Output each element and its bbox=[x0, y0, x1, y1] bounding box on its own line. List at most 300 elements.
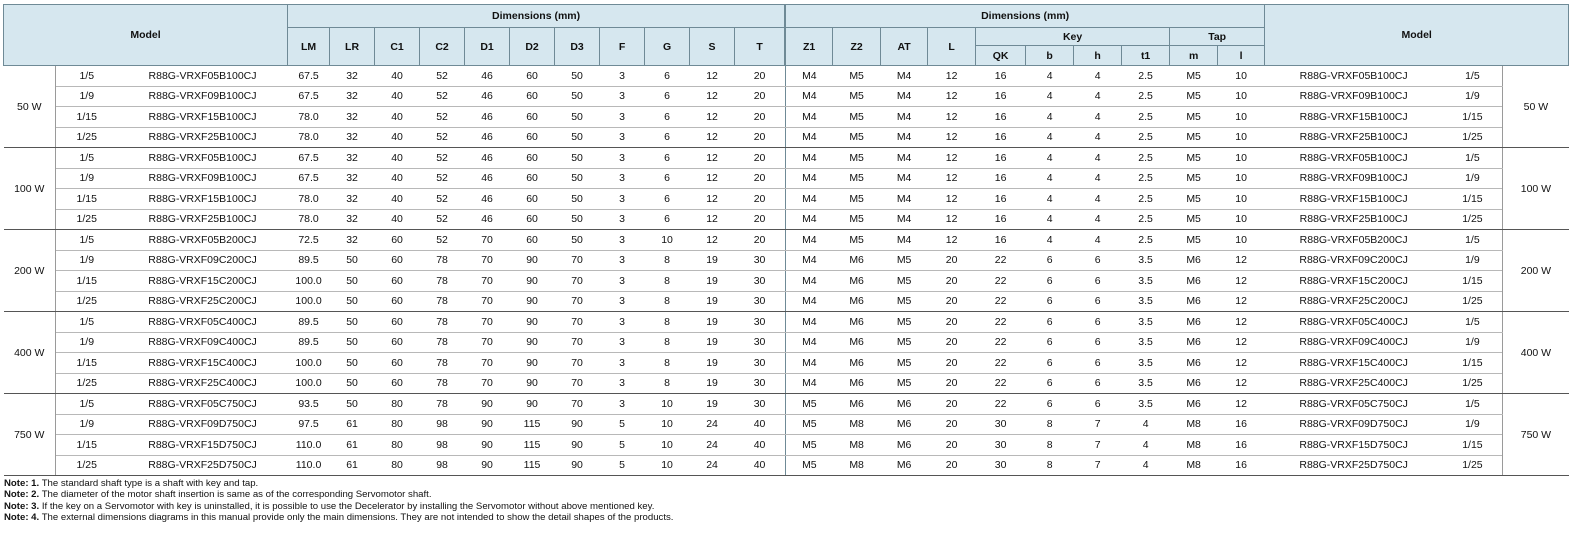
dimension-cell: 19 bbox=[690, 394, 735, 415]
dimension-cell: M4 bbox=[786, 373, 833, 394]
dimension-cell: 4 bbox=[1026, 209, 1074, 230]
dimension-cell: 50 bbox=[555, 189, 600, 210]
dimension-cell: M6 bbox=[1170, 250, 1218, 271]
table-row bbox=[4, 271, 785, 292]
dimension-cell: 30 bbox=[735, 373, 785, 394]
dimension-cell: 61 bbox=[330, 414, 375, 435]
dimension-cell: 2.5 bbox=[1122, 189, 1170, 210]
ratio-cell: 1/15 bbox=[56, 271, 118, 292]
table-row bbox=[786, 312, 1569, 333]
ratio-cell: 1/9 bbox=[1443, 86, 1503, 107]
dimension-cell: 8 bbox=[645, 373, 690, 394]
dimension-cell: 12 bbox=[1218, 250, 1265, 271]
dimension-cell: 10 bbox=[1218, 209, 1265, 230]
dimension-cell: 90 bbox=[510, 250, 555, 271]
dimension-cell: 4 bbox=[1026, 86, 1074, 107]
ratio-cell: 1/25 bbox=[56, 127, 118, 148]
table-row bbox=[786, 414, 1569, 435]
dimension-cell: M5 bbox=[833, 66, 881, 87]
dimension-cell: 52 bbox=[420, 168, 465, 189]
col-m: m bbox=[1170, 46, 1218, 66]
dimension-cell: 20 bbox=[928, 414, 976, 435]
dimension-cell: 67.5 bbox=[288, 86, 330, 107]
ratio-cell: 1/5 bbox=[1443, 312, 1503, 333]
dimension-cell: M5 bbox=[881, 373, 928, 394]
dimension-cell: M6 bbox=[1170, 332, 1218, 353]
dimension-cell: 70 bbox=[465, 291, 510, 312]
dimension-cell: 16 bbox=[1218, 414, 1265, 435]
dimension-cell: 90 bbox=[510, 291, 555, 312]
model-cell: R88G-VRXF15C200CJ bbox=[118, 271, 288, 292]
power-rating: 100 W bbox=[1503, 148, 1569, 230]
dimension-cell: M5 bbox=[833, 107, 881, 128]
dimension-cell: 6 bbox=[645, 127, 690, 148]
dimension-cell: M5 bbox=[1170, 66, 1218, 87]
power-rating: 400 W bbox=[4, 312, 56, 394]
dimension-cell: 12 bbox=[690, 127, 735, 148]
table-row bbox=[4, 373, 785, 394]
dimension-cell: M5 bbox=[833, 168, 881, 189]
dimension-cell: M5 bbox=[833, 86, 881, 107]
dimension-cell: 70 bbox=[465, 353, 510, 374]
dimension-cell: 78.0 bbox=[288, 127, 330, 148]
dimension-cell: M4 bbox=[786, 107, 833, 128]
dimension-cell: M5 bbox=[881, 312, 928, 333]
dimension-cell: 3 bbox=[600, 332, 645, 353]
dimension-cell: 10 bbox=[645, 394, 690, 415]
dimension-cell: M5 bbox=[786, 414, 833, 435]
dimension-cell: 32 bbox=[330, 107, 375, 128]
dimension-cell: 20 bbox=[928, 312, 976, 333]
dimension-cell: 52 bbox=[420, 86, 465, 107]
table-row bbox=[786, 209, 1569, 230]
dimension-cell: 90 bbox=[465, 455, 510, 476]
dimension-cell: 3 bbox=[600, 230, 645, 251]
dimension-cell: 60 bbox=[375, 373, 420, 394]
dimension-cell: 60 bbox=[375, 291, 420, 312]
dimension-cell: 50 bbox=[330, 291, 375, 312]
col-g: G bbox=[645, 28, 690, 66]
dimension-cell: M5 bbox=[881, 271, 928, 292]
model-cell: R88G-VRXF05B200CJ bbox=[118, 230, 288, 251]
dimension-cell: 12 bbox=[1218, 394, 1265, 415]
dimension-cell: 60 bbox=[375, 312, 420, 333]
dimension-cell: 50 bbox=[330, 312, 375, 333]
dimension-cell: M5 bbox=[1170, 148, 1218, 169]
dimension-cell: 7 bbox=[1074, 435, 1122, 456]
dimension-cell: M6 bbox=[833, 312, 881, 333]
dimension-cell: 3.5 bbox=[1122, 353, 1170, 374]
note-1: Note: 1. The standard shaft type is a shaft with key and tap. bbox=[4, 478, 259, 489]
table-row bbox=[4, 394, 785, 415]
dimension-cell: 3 bbox=[600, 312, 645, 333]
model-cell: R88G-VRXF05B100CJ bbox=[118, 66, 288, 87]
dimension-cell: 3 bbox=[600, 168, 645, 189]
dimension-cell: 115 bbox=[510, 414, 555, 435]
dimension-cell: 8 bbox=[645, 291, 690, 312]
dimension-cell: 20 bbox=[928, 271, 976, 292]
dimension-cell: 80 bbox=[375, 394, 420, 415]
dimension-cell: 2.5 bbox=[1122, 107, 1170, 128]
ratio-cell: 1/25 bbox=[56, 455, 118, 476]
dimension-cell: 40 bbox=[375, 209, 420, 230]
model-cell: R88G-VRXF15C200CJ bbox=[1265, 271, 1443, 292]
dimension-cell: M4 bbox=[786, 312, 833, 333]
dimension-cell: M6 bbox=[833, 271, 881, 292]
dimension-cell: 60 bbox=[375, 353, 420, 374]
dimension-cell: 78.0 bbox=[288, 189, 330, 210]
dimension-cell: 67.5 bbox=[288, 168, 330, 189]
dimension-cell: M6 bbox=[1170, 291, 1218, 312]
dimension-cell: M5 bbox=[881, 250, 928, 271]
dimension-cell: 4 bbox=[1026, 66, 1074, 87]
dimension-cell: M4 bbox=[881, 189, 928, 210]
dimension-cell: 4 bbox=[1074, 230, 1122, 251]
dimension-cell: 52 bbox=[420, 230, 465, 251]
dimension-cell: 2.5 bbox=[1122, 148, 1170, 169]
table-row bbox=[4, 230, 785, 251]
dimension-cell: 3 bbox=[600, 250, 645, 271]
dimension-cell: 32 bbox=[330, 209, 375, 230]
table-row bbox=[4, 127, 785, 148]
dimension-cell: 80 bbox=[375, 455, 420, 476]
dimension-cell: M8 bbox=[1170, 455, 1218, 476]
dimension-cell: 32 bbox=[330, 230, 375, 251]
dimension-cell: 19 bbox=[690, 373, 735, 394]
model-cell: R88G-VRXF09D750CJ bbox=[1265, 414, 1443, 435]
note-4: Note: 4. The external dimensions diagrams in this manual provide only the main dimensions. They are not intended to show the detail shapes of the products. bbox=[4, 512, 674, 524]
dimension-cell: 6 bbox=[1026, 332, 1074, 353]
dimension-cell: M4 bbox=[881, 86, 928, 107]
dimension-cell: 24 bbox=[690, 414, 735, 435]
dimension-cell: 70 bbox=[555, 332, 600, 353]
col-tap-l: l bbox=[1218, 46, 1265, 66]
dimension-cell: M6 bbox=[833, 373, 881, 394]
dimension-cell: 12 bbox=[1218, 332, 1265, 353]
dimension-cell: 5 bbox=[600, 435, 645, 456]
dimension-cell: M4 bbox=[786, 271, 833, 292]
col-s: S bbox=[690, 28, 735, 66]
dimension-cell: 3.5 bbox=[1122, 250, 1170, 271]
col-d2: D2 bbox=[510, 28, 555, 66]
dimension-cell: 24 bbox=[690, 435, 735, 456]
dimension-cell: 90 bbox=[465, 394, 510, 415]
dimension-cell: 4 bbox=[1026, 230, 1074, 251]
model-cell: R88G-VRXF05B100CJ bbox=[118, 148, 288, 169]
dimension-cell: 19 bbox=[690, 353, 735, 374]
dimension-cell: 50 bbox=[330, 394, 375, 415]
dimension-cell: 50 bbox=[555, 168, 600, 189]
dimension-cell: 24 bbox=[690, 455, 735, 476]
dimension-cell: 30 bbox=[735, 312, 785, 333]
dimension-cell: 10 bbox=[1218, 148, 1265, 169]
dimension-cell: 32 bbox=[330, 168, 375, 189]
dimension-cell: 3.5 bbox=[1122, 373, 1170, 394]
model-cell: R88G-VRXF05B100CJ bbox=[1265, 66, 1443, 87]
dimension-cell: 70 bbox=[465, 250, 510, 271]
model-cell: R88G-VRXF09B100CJ bbox=[1265, 168, 1443, 189]
dimension-cell: M4 bbox=[881, 66, 928, 87]
dimension-cell: 60 bbox=[510, 127, 555, 148]
dimension-cell: 6 bbox=[645, 66, 690, 87]
model-cell: R88G-VRXF09D750CJ bbox=[118, 414, 288, 435]
col-l: L bbox=[928, 28, 976, 66]
table-row bbox=[786, 271, 1569, 292]
dimension-cell: 22 bbox=[976, 332, 1026, 353]
ratio-cell: 1/5 bbox=[56, 148, 118, 169]
dimension-cell: 6 bbox=[1026, 373, 1074, 394]
dimension-cell: M8 bbox=[833, 455, 881, 476]
ratio-cell: 1/15 bbox=[1443, 435, 1503, 456]
table-row bbox=[4, 86, 785, 107]
dimension-cell: 70 bbox=[555, 394, 600, 415]
dimension-cell: 72.5 bbox=[288, 230, 330, 251]
dimension-cell: 40 bbox=[375, 107, 420, 128]
dimension-cell: 50 bbox=[330, 332, 375, 353]
dimension-cell: 4 bbox=[1074, 168, 1122, 189]
dimension-cell: M4 bbox=[881, 209, 928, 230]
dimension-cell: M4 bbox=[786, 168, 833, 189]
ratio-cell: 1/25 bbox=[1443, 455, 1503, 476]
col-c2: C2 bbox=[420, 28, 465, 66]
dimension-cell: 6 bbox=[1026, 250, 1074, 271]
dimension-cell: 16 bbox=[976, 209, 1026, 230]
power-rating: 750 W bbox=[1503, 394, 1569, 476]
dimension-cell: 60 bbox=[510, 107, 555, 128]
dimension-cell: 16 bbox=[1218, 455, 1265, 476]
dimension-cell: 67.5 bbox=[288, 66, 330, 87]
dimension-cell: M5 bbox=[1170, 189, 1218, 210]
right-table-body bbox=[786, 66, 1569, 476]
ratio-cell: 1/15 bbox=[1443, 353, 1503, 374]
dimension-cell: 4 bbox=[1026, 127, 1074, 148]
dimension-cell: 46 bbox=[465, 127, 510, 148]
dimension-cell: 78 bbox=[420, 312, 465, 333]
dimension-cell: 115 bbox=[510, 435, 555, 456]
model-cell: R88G-VRXF25B100CJ bbox=[118, 209, 288, 230]
dimension-cell: 4 bbox=[1122, 414, 1170, 435]
table-row bbox=[4, 312, 785, 333]
model-cell: R88G-VRXF09C200CJ bbox=[1265, 250, 1443, 271]
table-row bbox=[786, 66, 1569, 87]
dimension-cell: M5 bbox=[833, 127, 881, 148]
dimension-cell: 6 bbox=[1074, 394, 1122, 415]
dimension-cell: 100.0 bbox=[288, 353, 330, 374]
dimension-cell: 8 bbox=[645, 332, 690, 353]
ratio-cell: 1/9 bbox=[56, 414, 118, 435]
table-row bbox=[786, 189, 1569, 210]
ratio-cell: 1/15 bbox=[1443, 189, 1503, 210]
dimension-cell: M4 bbox=[881, 127, 928, 148]
dimension-cell: M4 bbox=[786, 250, 833, 271]
dimension-cell: 70 bbox=[465, 332, 510, 353]
dimension-cell: M5 bbox=[786, 394, 833, 415]
dimension-cell: M5 bbox=[833, 189, 881, 210]
dimension-cell: 16 bbox=[976, 86, 1026, 107]
dimension-cell: 93.5 bbox=[288, 394, 330, 415]
dimension-cell: 46 bbox=[465, 86, 510, 107]
ratio-cell: 1/9 bbox=[1443, 414, 1503, 435]
dimension-cell: 90 bbox=[465, 435, 510, 456]
power-rating: 50 W bbox=[4, 66, 56, 148]
note-2: Note: 2. The diameter of the motor shaft insertion is same as of the corresponding Servomotor shaft. bbox=[4, 489, 432, 501]
dimension-cell: 8 bbox=[645, 250, 690, 271]
model-header-right: Model bbox=[1265, 5, 1569, 66]
dimension-cell: 5 bbox=[600, 414, 645, 435]
dimension-cell: 3.5 bbox=[1122, 394, 1170, 415]
ratio-cell: 1/5 bbox=[1443, 230, 1503, 251]
model-cell: R88G-VRXF25B100CJ bbox=[1265, 209, 1443, 230]
ratio-cell: 1/25 bbox=[1443, 291, 1503, 312]
col-c1: C1 bbox=[375, 28, 420, 66]
col-lr: LR bbox=[330, 28, 375, 66]
dimension-cell: 61 bbox=[330, 455, 375, 476]
dimension-cell: 78.0 bbox=[288, 107, 330, 128]
dimension-cell: 16 bbox=[976, 66, 1026, 87]
dimension-cell: 40 bbox=[375, 66, 420, 87]
dimension-cell: 40 bbox=[375, 86, 420, 107]
dimension-cell: M6 bbox=[833, 291, 881, 312]
dimension-cell: 3 bbox=[600, 66, 645, 87]
dimension-cell: 20 bbox=[735, 230, 785, 251]
dimension-cell: 30 bbox=[976, 455, 1026, 476]
model-cell: R88G-VRXF05C750CJ bbox=[118, 394, 288, 415]
ratio-cell: 1/5 bbox=[56, 312, 118, 333]
table-row bbox=[786, 107, 1569, 128]
dimension-cell: 78 bbox=[420, 332, 465, 353]
power-rating: 100 W bbox=[4, 148, 56, 230]
dimension-cell: 8 bbox=[1026, 435, 1074, 456]
dimension-cell: 78 bbox=[420, 291, 465, 312]
dimension-cell: M5 bbox=[1170, 127, 1218, 148]
ratio-cell: 1/9 bbox=[56, 332, 118, 353]
dimension-cell: 110.0 bbox=[288, 435, 330, 456]
dimension-cell: 6 bbox=[1026, 271, 1074, 292]
dimension-cell: 12 bbox=[1218, 271, 1265, 292]
dimension-cell: 6 bbox=[1074, 291, 1122, 312]
table-row bbox=[786, 250, 1569, 271]
ratio-cell: 1/15 bbox=[56, 435, 118, 456]
dimension-cell: M5 bbox=[1170, 168, 1218, 189]
dimension-cell: 46 bbox=[465, 107, 510, 128]
dimension-cell: M6 bbox=[1170, 312, 1218, 333]
table-row bbox=[786, 435, 1569, 456]
dimension-cell: M6 bbox=[833, 353, 881, 374]
dimension-cell: 6 bbox=[1026, 312, 1074, 333]
table-row bbox=[786, 127, 1569, 148]
dimension-cell: 12 bbox=[928, 86, 976, 107]
dimension-cell: 20 bbox=[735, 86, 785, 107]
model-cell: R88G-VRXF15B100CJ bbox=[1265, 189, 1443, 210]
dimension-cell: 90 bbox=[555, 414, 600, 435]
dimension-cell: 4 bbox=[1074, 189, 1122, 210]
model-cell: R88G-VRXF25D750CJ bbox=[1265, 455, 1443, 476]
dimension-cell: 3 bbox=[600, 291, 645, 312]
dimension-cell: 3.5 bbox=[1122, 271, 1170, 292]
table-row bbox=[4, 332, 785, 353]
table-row bbox=[786, 168, 1569, 189]
col-d3: D3 bbox=[555, 28, 600, 66]
dimension-cell: 78 bbox=[420, 250, 465, 271]
col-t1: t1 bbox=[1122, 46, 1170, 66]
table-row bbox=[4, 107, 785, 128]
dimension-cell: 3 bbox=[600, 86, 645, 107]
dimension-cell: 20 bbox=[735, 148, 785, 169]
dimension-cell: 70 bbox=[465, 230, 510, 251]
dimension-cell: 12 bbox=[690, 189, 735, 210]
dimension-cell: 90 bbox=[555, 455, 600, 476]
model-cell: R88G-VRXF09C400CJ bbox=[118, 332, 288, 353]
model-cell: R88G-VRXF05B200CJ bbox=[1265, 230, 1443, 251]
model-cell: R88G-VRXF25C200CJ bbox=[1265, 291, 1443, 312]
table-row bbox=[786, 86, 1569, 107]
dimension-cell: 6 bbox=[645, 148, 690, 169]
dimension-cell: 22 bbox=[976, 250, 1026, 271]
dimension-cell: 2.5 bbox=[1122, 127, 1170, 148]
ratio-cell: 1/25 bbox=[56, 209, 118, 230]
ratio-cell: 1/15 bbox=[1443, 271, 1503, 292]
dimension-cell: 32 bbox=[330, 86, 375, 107]
dimension-cell: 70 bbox=[555, 291, 600, 312]
dimension-cell: M8 bbox=[833, 435, 881, 456]
dimension-cell: 52 bbox=[420, 127, 465, 148]
dimension-cell: 10 bbox=[1218, 107, 1265, 128]
dimension-cell: 7 bbox=[1074, 455, 1122, 476]
dimension-cell: 4 bbox=[1026, 107, 1074, 128]
dimension-cell: M5 bbox=[1170, 86, 1218, 107]
ratio-cell: 1/25 bbox=[56, 291, 118, 312]
dimension-cell: 30 bbox=[976, 435, 1026, 456]
table-row bbox=[786, 230, 1569, 251]
ratio-cell: 1/25 bbox=[1443, 127, 1503, 148]
note-3: Note: 3. If the key on a Servomotor with key is uninstalled, it is possible to use the Decelerator by installing the Servomotor without above mentioned key. bbox=[4, 500, 655, 512]
dimension-cell: 2.5 bbox=[1122, 66, 1170, 87]
dimension-cell: 22 bbox=[976, 291, 1026, 312]
col-z2: Z2 bbox=[833, 28, 881, 66]
dimension-cell: 115 bbox=[510, 455, 555, 476]
dimension-cell: 12 bbox=[690, 148, 735, 169]
dimension-cell: 7 bbox=[1074, 414, 1122, 435]
dimension-cell: 3 bbox=[600, 373, 645, 394]
ratio-cell: 1/9 bbox=[1443, 250, 1503, 271]
dimension-cell: 50 bbox=[555, 66, 600, 87]
dimension-cell: M6 bbox=[881, 455, 928, 476]
model-cell: R88G-VRXF25D750CJ bbox=[118, 455, 288, 476]
dimension-cell: 90 bbox=[465, 414, 510, 435]
dimension-cell: 20 bbox=[928, 332, 976, 353]
dimension-cell: 70 bbox=[555, 353, 600, 374]
dimension-cell: 30 bbox=[735, 250, 785, 271]
dimension-cell: M5 bbox=[786, 435, 833, 456]
ratio-cell: 1/9 bbox=[56, 86, 118, 107]
model-cell: R88G-VRXF09B100CJ bbox=[118, 86, 288, 107]
dimension-cell: M8 bbox=[1170, 414, 1218, 435]
dimension-cell: M5 bbox=[1170, 230, 1218, 251]
dimension-cell: 90 bbox=[510, 353, 555, 374]
dimension-cell: 78 bbox=[420, 271, 465, 292]
ratio-cell: 1/9 bbox=[1443, 332, 1503, 353]
dimension-cell: 12 bbox=[690, 209, 735, 230]
model-cell: R88G-VRXF09C400CJ bbox=[1265, 332, 1443, 353]
dimension-cell: 10 bbox=[645, 414, 690, 435]
dimension-cell: 16 bbox=[976, 148, 1026, 169]
dimension-cell: 5 bbox=[600, 455, 645, 476]
dimension-cell: 6 bbox=[1074, 271, 1122, 292]
table-row bbox=[786, 373, 1569, 394]
dimension-cell: 4 bbox=[1074, 127, 1122, 148]
dimension-cell: 60 bbox=[375, 271, 420, 292]
dimension-cell: 60 bbox=[375, 332, 420, 353]
